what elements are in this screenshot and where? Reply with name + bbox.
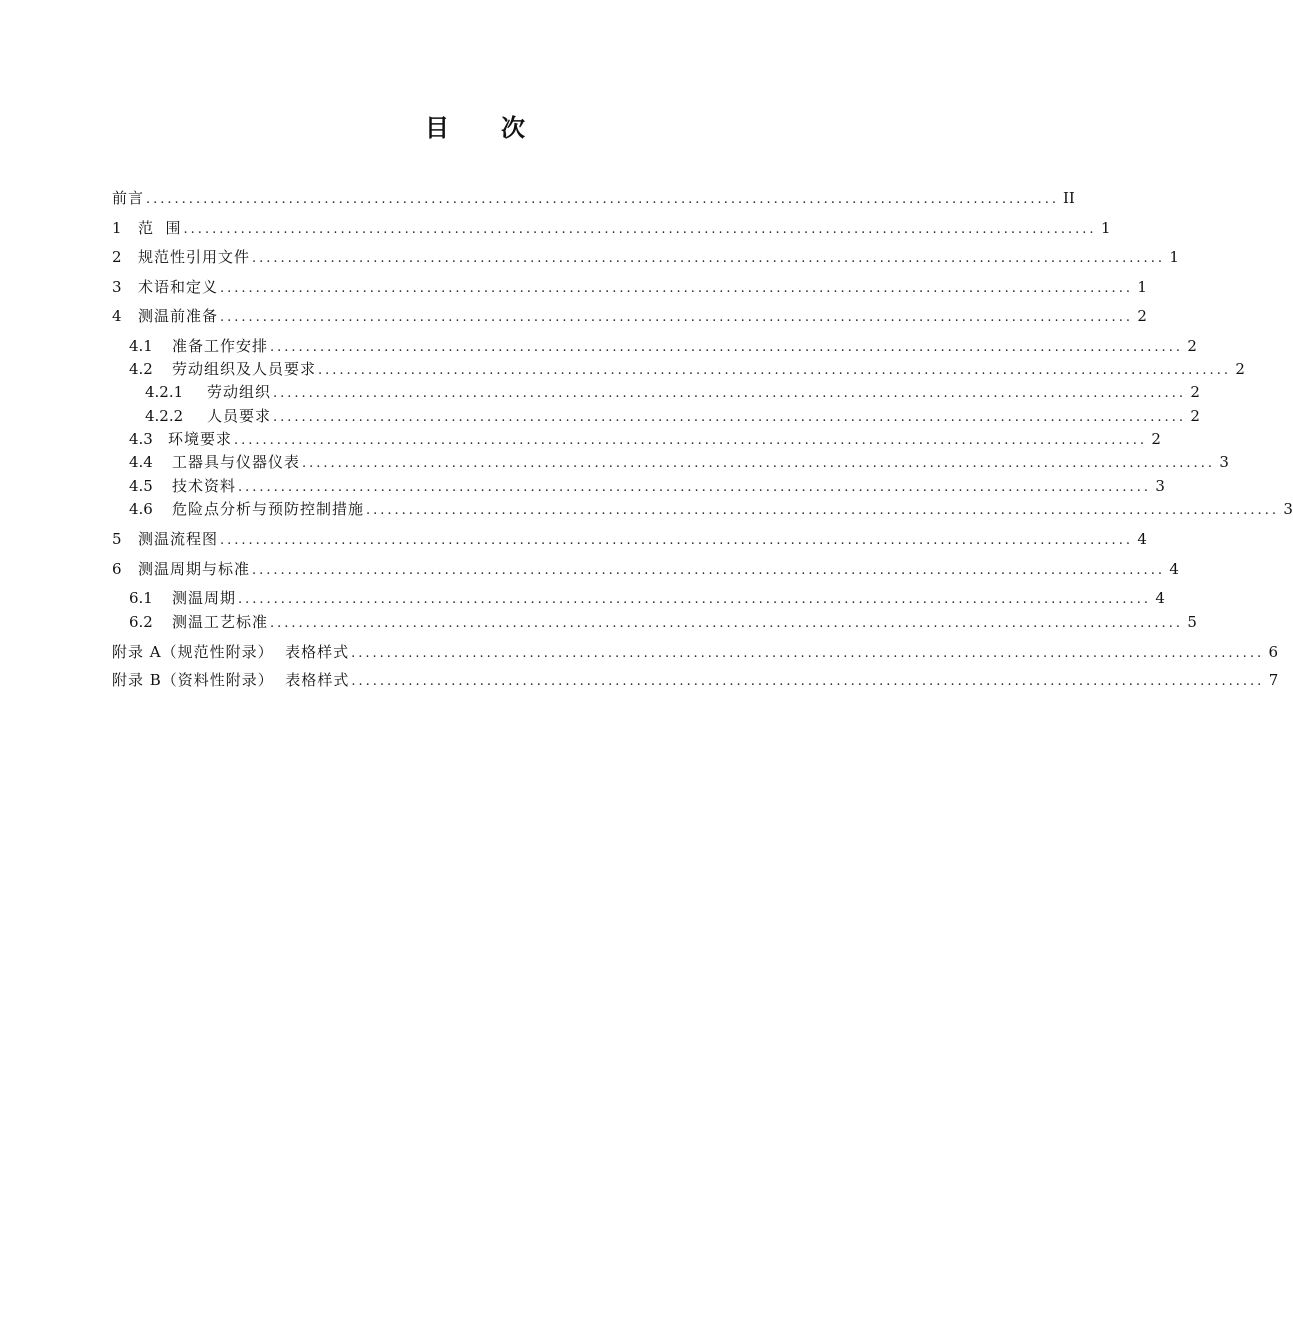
toc-leader: ................................................................................................................................ — [273, 386, 1186, 401]
toc-leader: ................................................................................................................................ — [252, 563, 1165, 578]
toc-entry-2[interactable] — [112, 246, 1179, 268]
toc-label: 劳动组织及人员要求 — [172, 360, 317, 378]
toc-entry-5[interactable] — [112, 528, 1147, 550]
toc-label: 前言 — [112, 189, 145, 207]
toc-page: 3 — [1155, 477, 1165, 495]
toc-entry-4-6[interactable] — [112, 498, 1293, 520]
toc-number: 6 — [112, 560, 122, 578]
toc-number: 4.5 — [129, 477, 153, 495]
toc-leader: ................................................................................................................................ — [146, 192, 1059, 207]
toc-label: 人员要求 — [207, 407, 272, 425]
toc-number: 4.4 — [129, 453, 153, 471]
toc-page: II — [1062, 189, 1075, 207]
toc-number: 4.3 — [129, 430, 153, 448]
toc-leader: ................................................................................................................................ — [238, 480, 1151, 495]
toc-label: 测温工艺标准 — [172, 613, 269, 631]
toc-leader: ................................................................................................................................ — [234, 433, 1147, 448]
toc-entry-6-1[interactable] — [112, 587, 1165, 609]
toc-page: 1 — [1137, 278, 1147, 296]
toc-label: 环境要求 — [168, 430, 233, 448]
toc-number: 2 — [112, 248, 122, 266]
toc-label: 技术资料 — [172, 477, 237, 495]
toc-entry-4-5[interactable] — [112, 475, 1165, 497]
toc-label: 规范性引用文件 — [138, 248, 251, 266]
toc-page: 6 — [1268, 643, 1279, 661]
toc-entry-3[interactable] — [112, 276, 1147, 298]
toc-number: 4 — [112, 307, 122, 325]
toc-number: 6.1 — [129, 589, 153, 607]
toc-label: 附录 B（资料性附录） 表格样式 — [112, 671, 350, 689]
toc-page: 4 — [1137, 530, 1147, 548]
toc-page: 5 — [1187, 613, 1197, 631]
toc-label: 测温周期与标准 — [138, 560, 251, 578]
toc-entry-foreword[interactable] — [112, 187, 1075, 209]
toc-entry-4-2[interactable] — [112, 358, 1245, 380]
toc-page: 3 — [1283, 500, 1293, 518]
toc-leader: ................................................................................................................................ — [252, 251, 1165, 266]
toc-page: 2 — [1190, 407, 1200, 425]
toc-entry-4-2-2[interactable] — [112, 405, 1200, 427]
toc-entry-appendix-b[interactable] — [112, 669, 1279, 691]
toc-number: 3 — [112, 278, 122, 296]
toc-title — [0, 108, 950, 143]
toc-entry-6-2[interactable] — [112, 611, 1197, 633]
toc-leader: ................................................................................................................................ — [273, 410, 1186, 425]
toc-page: 7 — [1268, 671, 1279, 689]
toc-leader: ................................................................................................................................ — [351, 674, 1265, 689]
toc-entry-6[interactable] — [112, 558, 1179, 580]
toc-entry-4-4[interactable] — [112, 451, 1229, 473]
toc-label: 工器具与仪器仪表 — [172, 453, 301, 471]
toc-page: 3 — [1219, 453, 1229, 471]
toc-label: 危险点分析与预防控制措施 — [172, 500, 365, 518]
toc-label: 准备工作安排 — [172, 337, 269, 355]
toc-leader: ................................................................................................................................ — [270, 340, 1183, 355]
toc-label: 劳动组织 — [207, 383, 272, 401]
toc-leader: ................................................................................................................................ — [183, 222, 1097, 237]
toc-page: 1 — [1169, 248, 1179, 266]
toc-entry-4[interactable] — [112, 305, 1147, 327]
toc-entry-4-3[interactable] — [112, 428, 1161, 450]
toc-entry-appendix-a[interactable] — [112, 641, 1279, 663]
toc-page: 2 — [1137, 307, 1147, 325]
toc-number: 4.1 — [129, 337, 153, 355]
toc-page: 2 — [1190, 383, 1200, 401]
toc-page: 4 — [1155, 589, 1165, 607]
toc-label: 附录 A（规范性附录） 表格样式 — [112, 643, 350, 661]
toc-page: 2 — [1235, 360, 1245, 378]
toc-page: 4 — [1169, 560, 1179, 578]
toc-entry-4-1[interactable] — [112, 335, 1197, 357]
toc-page: 2 — [1187, 337, 1197, 355]
toc-leader: ................................................................................................................................ — [238, 592, 1151, 607]
toc-number: 4.2 — [129, 360, 153, 378]
toc-number: 5 — [112, 530, 122, 548]
toc-leader: ................................................................................................................................ — [351, 646, 1265, 661]
toc-label: 测温流程图 — [138, 530, 219, 548]
toc-entry-4-2-1[interactable] — [112, 381, 1200, 403]
toc-leader: ................................................................................................................................ — [366, 503, 1279, 518]
toc-number: 4.2.2 — [145, 407, 184, 425]
toc-page: 2 — [1151, 430, 1161, 448]
toc-number: 6.2 — [129, 613, 153, 631]
toc-title-char-2: 次 — [501, 113, 525, 142]
toc-number: 4.6 — [129, 500, 153, 518]
toc-leader: ................................................................................................................................ — [302, 456, 1215, 471]
toc-leader: ................................................................................................................................ — [220, 533, 1133, 548]
toc-label: 测温周期 — [172, 589, 237, 607]
toc-label: 测温前准备 — [138, 307, 219, 325]
toc-leader: ................................................................................................................................ — [220, 310, 1133, 325]
toc-leader: ................................................................................................................................ — [220, 281, 1133, 296]
toc-label: 范 围 — [138, 219, 182, 237]
toc-number: 1 — [112, 219, 122, 237]
toc-page: 1 — [1100, 219, 1111, 237]
toc-number: 4.2.1 — [145, 383, 184, 401]
toc-leader: ................................................................................................................................ — [270, 616, 1183, 631]
toc-label: 术语和定义 — [138, 278, 219, 296]
toc-leader: ................................................................................................................................ — [318, 363, 1231, 378]
toc-entry-1[interactable] — [112, 217, 1111, 239]
toc-title-char-1: 目 — [425, 113, 449, 142]
